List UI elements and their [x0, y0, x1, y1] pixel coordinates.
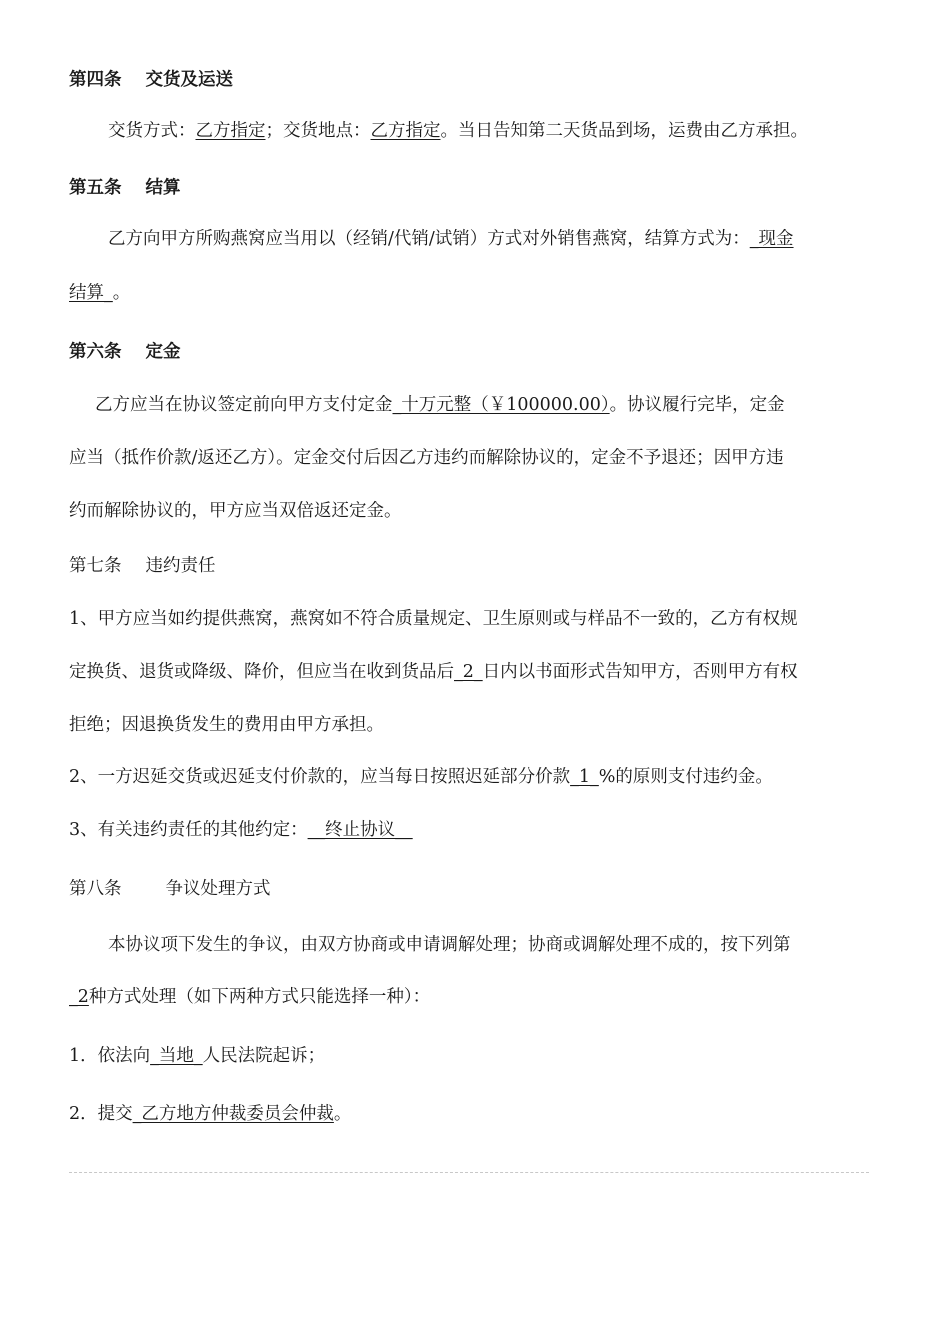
article-number: 第八条 — [69, 879, 122, 899]
text-segment: 1．依法向 — [69, 1046, 151, 1066]
filled-blank: _乙方地方仲裁委员会仲裁 — [132, 1104, 334, 1124]
text-segment: 定换货、退货或降级、降价，但应当在收到货品后 — [69, 662, 454, 682]
article-7-item-1-line-1: 1、甲方应当如约提供燕窝，燕窝如不符合质量规定、卫生原则或与样品不一致的，乙方有权规 — [69, 609, 798, 629]
filled-blank: 结算_ — [69, 283, 113, 303]
article-6-line-2: 应当（抵作价款/返还乙方）。定金交付后因乙方违约而解除协议的，定金不予退还；因甲方违 — [69, 448, 784, 468]
filled-blank: _1_ — [570, 767, 599, 787]
text-segment: 。协议履行完毕，定金 — [609, 395, 785, 415]
filled-blank: _当地_ — [150, 1046, 203, 1066]
article-6-line-3: 约而解除协议的，甲方应当双倍返还定金。 — [69, 501, 402, 521]
text-segment: %的原则支付违约金。 — [598, 767, 773, 787]
article-5-line-1 — [108, 226, 794, 252]
text-segment: 。 — [333, 1104, 352, 1124]
text-segment: 2．提交 — [69, 1104, 133, 1124]
article-number: 第五条 — [69, 178, 122, 198]
filled-blank: _十万元整（￥100000.00） — [392, 395, 610, 415]
text-segment: 。当日告知第二天货品到场，运费由乙方承担。 — [440, 121, 808, 141]
article-number: 第七条 — [69, 556, 122, 576]
filled-blank: __终止协议__ — [307, 820, 413, 840]
text-segment: 人民法院起诉； — [202, 1046, 326, 1066]
article-6-line-1 — [95, 392, 785, 418]
article-7-item-1-line-3: 拒绝；因退换货发生的费用由甲方承担。 — [69, 715, 384, 735]
article-number: 第四条 — [69, 70, 122, 90]
filled-blank: 乙方指定 — [370, 121, 441, 141]
text-segment: 乙方应当在协议签定前向甲方支付定金 — [95, 395, 393, 415]
text-segment: 乙方向甲方所购燕窝应当用以（经销/代销/试销）方式对外销售燕窝，结算方式为： — [108, 229, 750, 249]
article-number: 第六条 — [69, 342, 122, 362]
article-7-item-2 — [69, 764, 773, 790]
article-4-paragraph — [108, 118, 808, 144]
text-segment: 2、一方迟延交货或迟延支付价款的，应当每日按照迟延部分价款 — [69, 767, 571, 787]
article-title: 定金 — [145, 342, 181, 362]
article-8-line-2 — [69, 984, 430, 1010]
article-title: 争议处理方式 — [165, 879, 271, 899]
text-segment: ；交货地点： — [265, 121, 371, 141]
article-8-option-2 — [69, 1101, 351, 1127]
article-4-heading — [69, 67, 233, 93]
article-8-option-1 — [69, 1043, 325, 1069]
page-break-divider — [69, 1172, 869, 1173]
text-segment: 3、有关违约责任的其他约定： — [69, 820, 308, 840]
article-8-heading — [69, 876, 271, 902]
article-5-line-2 — [69, 280, 130, 306]
article-5-heading — [69, 175, 181, 201]
article-6-heading — [69, 339, 181, 365]
article-title: 交货及运送 — [145, 70, 233, 90]
article-title: 违约责任 — [145, 556, 216, 576]
article-7-item-1-line-2 — [69, 659, 798, 685]
text-segment: 日内以书面形式告知甲方，否则甲方有权 — [482, 662, 798, 682]
article-title: 结算 — [145, 178, 181, 198]
filled-blank: 乙方指定 — [195, 121, 266, 141]
text-segment: 种方式处理（如下两种方式只能选择一种）： — [88, 987, 431, 1007]
article-7-item-3 — [69, 817, 413, 843]
text-segment: 。 — [112, 283, 131, 303]
filled-blank: _现金 — [749, 229, 794, 249]
article-7-heading — [69, 553, 216, 579]
filled-blank: _2 — [69, 987, 89, 1007]
text-segment: 交货方式： — [108, 121, 196, 141]
filled-blank: _2_ — [454, 662, 483, 682]
article-8-line-1: 本协议项下发生的争议，由双方协商或申请调解处理；协商或调解处理不成的，按下列第 — [108, 935, 791, 955]
